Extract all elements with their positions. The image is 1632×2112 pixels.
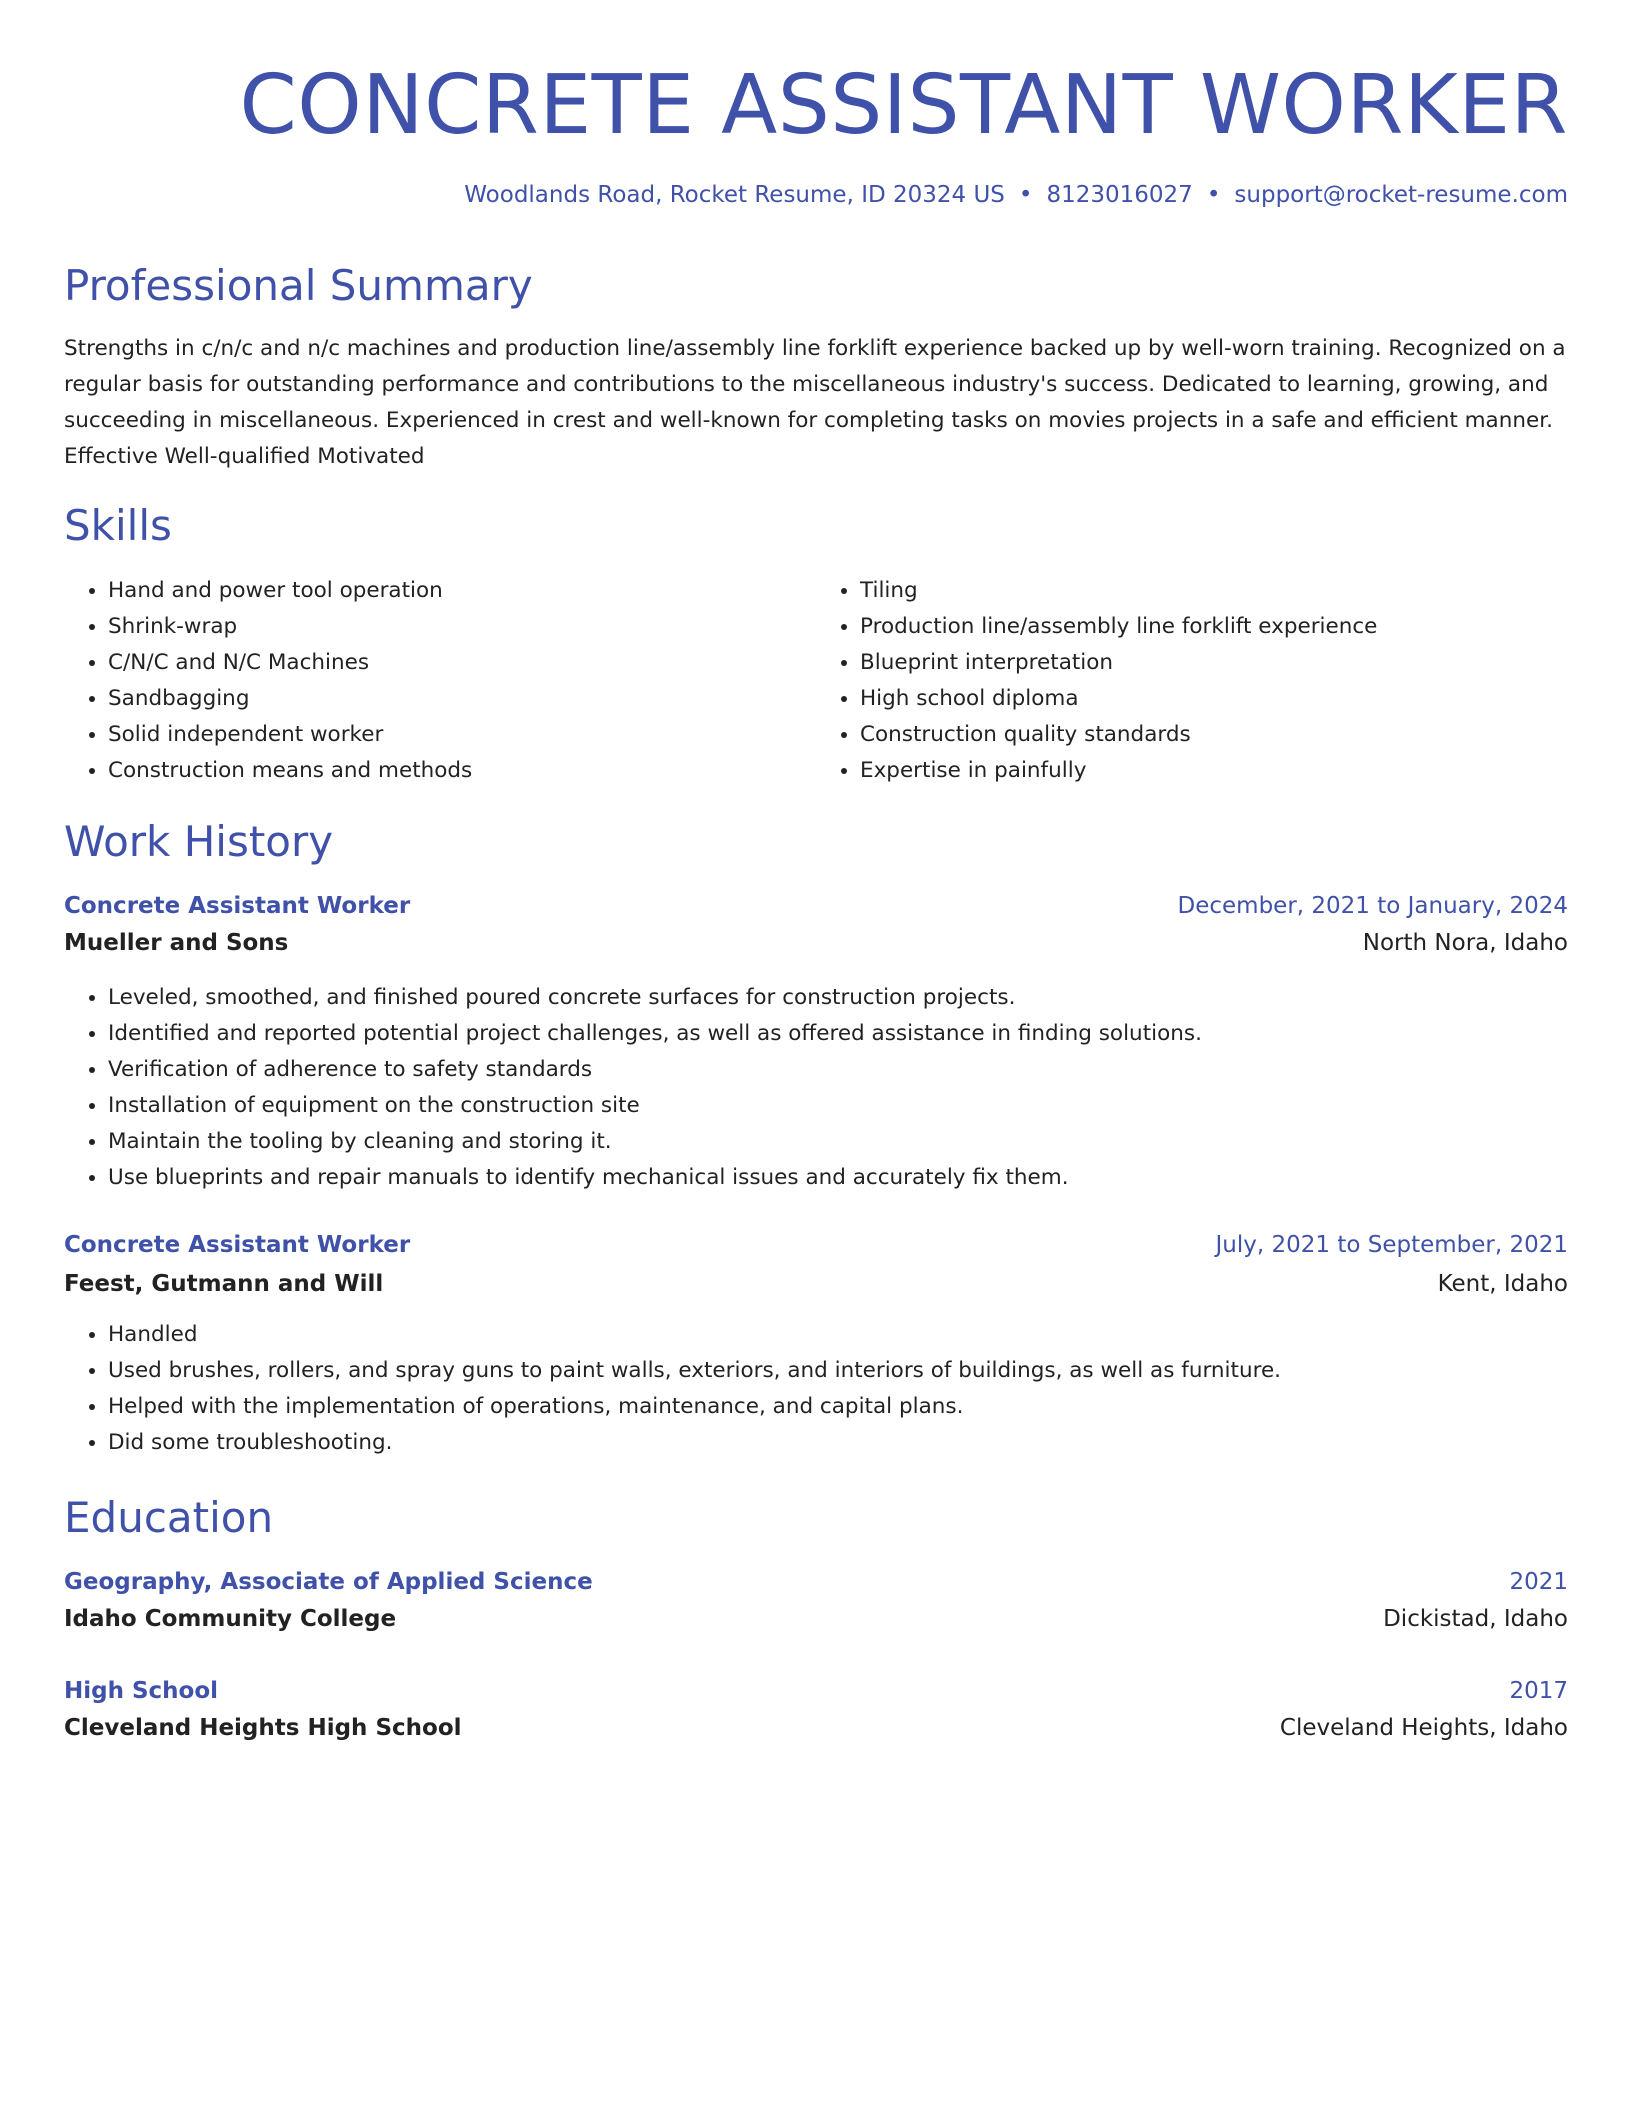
education-school-row — [64, 1604, 1568, 1634]
contact-phone: 8123016027 — [1046, 182, 1193, 208]
contact-address: Woodlands Road, Rocket Resume, ID 20324 US — [464, 182, 1005, 208]
skill-item: • Solid independent worker — [108, 717, 816, 753]
skill-item: • Construction quality standards — [860, 717, 1568, 753]
work-history-heading: Work History — [64, 817, 334, 866]
job-header — [64, 891, 1568, 921]
education-header — [64, 1676, 1568, 1706]
job-employer-row — [64, 1269, 1568, 1299]
contact-separator: • — [1206, 182, 1221, 208]
job-duties — [64, 980, 1568, 1196]
education-location: Cleveland Heights, Idaho — [1279, 1715, 1568, 1741]
skill-item: • Shrink-wrap — [108, 609, 816, 645]
skill-item: • Production line/assembly line forklift experience — [860, 609, 1568, 645]
summary-heading: Professional Summary — [64, 261, 533, 310]
job-dates: December, 2021 to January, 2024 — [1177, 893, 1568, 919]
education-degree: High School — [64, 1678, 219, 1704]
skills-column-right — [816, 573, 1568, 789]
education-year: 2017 — [1509, 1678, 1568, 1704]
job-title: Concrete Assistant Worker — [64, 1232, 411, 1258]
job-dates: July, 2021 to September, 2021 — [1215, 1232, 1568, 1258]
skill-item: • Blueprint interpretation — [860, 645, 1568, 681]
contact-line — [464, 180, 1568, 210]
job-duty: • Installation of equipment on the construction site — [108, 1088, 1568, 1124]
education-header — [64, 1567, 1568, 1597]
job-duty: • Leveled, smoothed, and finished poured concrete surfaces for construction projects. — [108, 980, 1568, 1016]
job-employer-row — [64, 928, 1568, 958]
job-duty: • Helped with the implementation of operations, maintenance, and capital plans. — [108, 1389, 1568, 1425]
education-year: 2021 — [1509, 1569, 1568, 1595]
skill-item: • Hand and power tool operation — [108, 573, 816, 609]
skill-item: • High school diploma — [860, 681, 1568, 717]
education-degree: Geography, Associate of Applied Science — [64, 1569, 593, 1595]
skill-item: • Sandbagging — [108, 681, 816, 717]
education-school-row — [64, 1713, 1568, 1743]
job-duty: • Maintain the tooling by cleaning and storing it. — [108, 1124, 1568, 1160]
job-duty: • Use blueprints and repair manuals to identify mechanical issues and accurately fix them. — [108, 1160, 1568, 1196]
job-duty: • Used brushes, rollers, and spray guns to paint walls, exteriors, and interiors of buildings, as well as furniture. — [108, 1353, 1568, 1389]
job-duty: • Handled — [108, 1317, 1568, 1353]
job-company: Mueller and Sons — [64, 930, 289, 956]
job-duties — [64, 1317, 1568, 1461]
job-location: North Nora, Idaho — [1362, 930, 1568, 956]
job-duty: • Identified and reported potential project challenges, as well as offered assistance in finding solutions. — [108, 1016, 1568, 1052]
contact-email: support@rocket-resume.com — [1234, 182, 1568, 208]
job-duty: • Verification of adherence to safety standards — [108, 1052, 1568, 1088]
job-company: Feest, Gutmann and Will — [64, 1271, 384, 1297]
job-header — [64, 1230, 1568, 1260]
skill-item: • C/N/C and N/C Machines — [108, 645, 816, 681]
skill-item: • Tiling — [860, 573, 1568, 609]
skills-list — [64, 573, 1568, 789]
education-school: Idaho Community College — [64, 1606, 397, 1632]
candidate-name: CONCRETE ASSISTANT WORKER — [239, 58, 1568, 153]
education-location: Dickistad, Idaho — [1383, 1606, 1568, 1632]
summary-text: Strengths in c/n/c and n/c machines and production line/assembly line forklift experience backed up by well-worn training. Recognized on a regular basis for outstanding performance and contributions to the miscellaneous industry's success. Dedicated to learning, growing, and succeeding in miscellaneous. Experienced in crest and well-known for completing tasks on movies projects in a safe and efficient manner. Effective Well-qualified Motivated — [64, 336, 1566, 469]
skill-item: • Construction means and methods — [108, 753, 816, 789]
education-school: Cleveland Heights High School — [64, 1715, 462, 1741]
job-duty: • Did some troubleshooting. — [108, 1425, 1568, 1461]
skills-column-left — [64, 573, 816, 789]
contact-separator: • — [1018, 182, 1033, 208]
job-location: Kent, Idaho — [1437, 1271, 1568, 1297]
job-title: Concrete Assistant Worker — [64, 893, 411, 919]
education-heading: Education — [64, 1493, 274, 1542]
skill-item: • Expertise in painfully — [860, 753, 1568, 789]
skills-heading: Skills — [64, 501, 172, 550]
